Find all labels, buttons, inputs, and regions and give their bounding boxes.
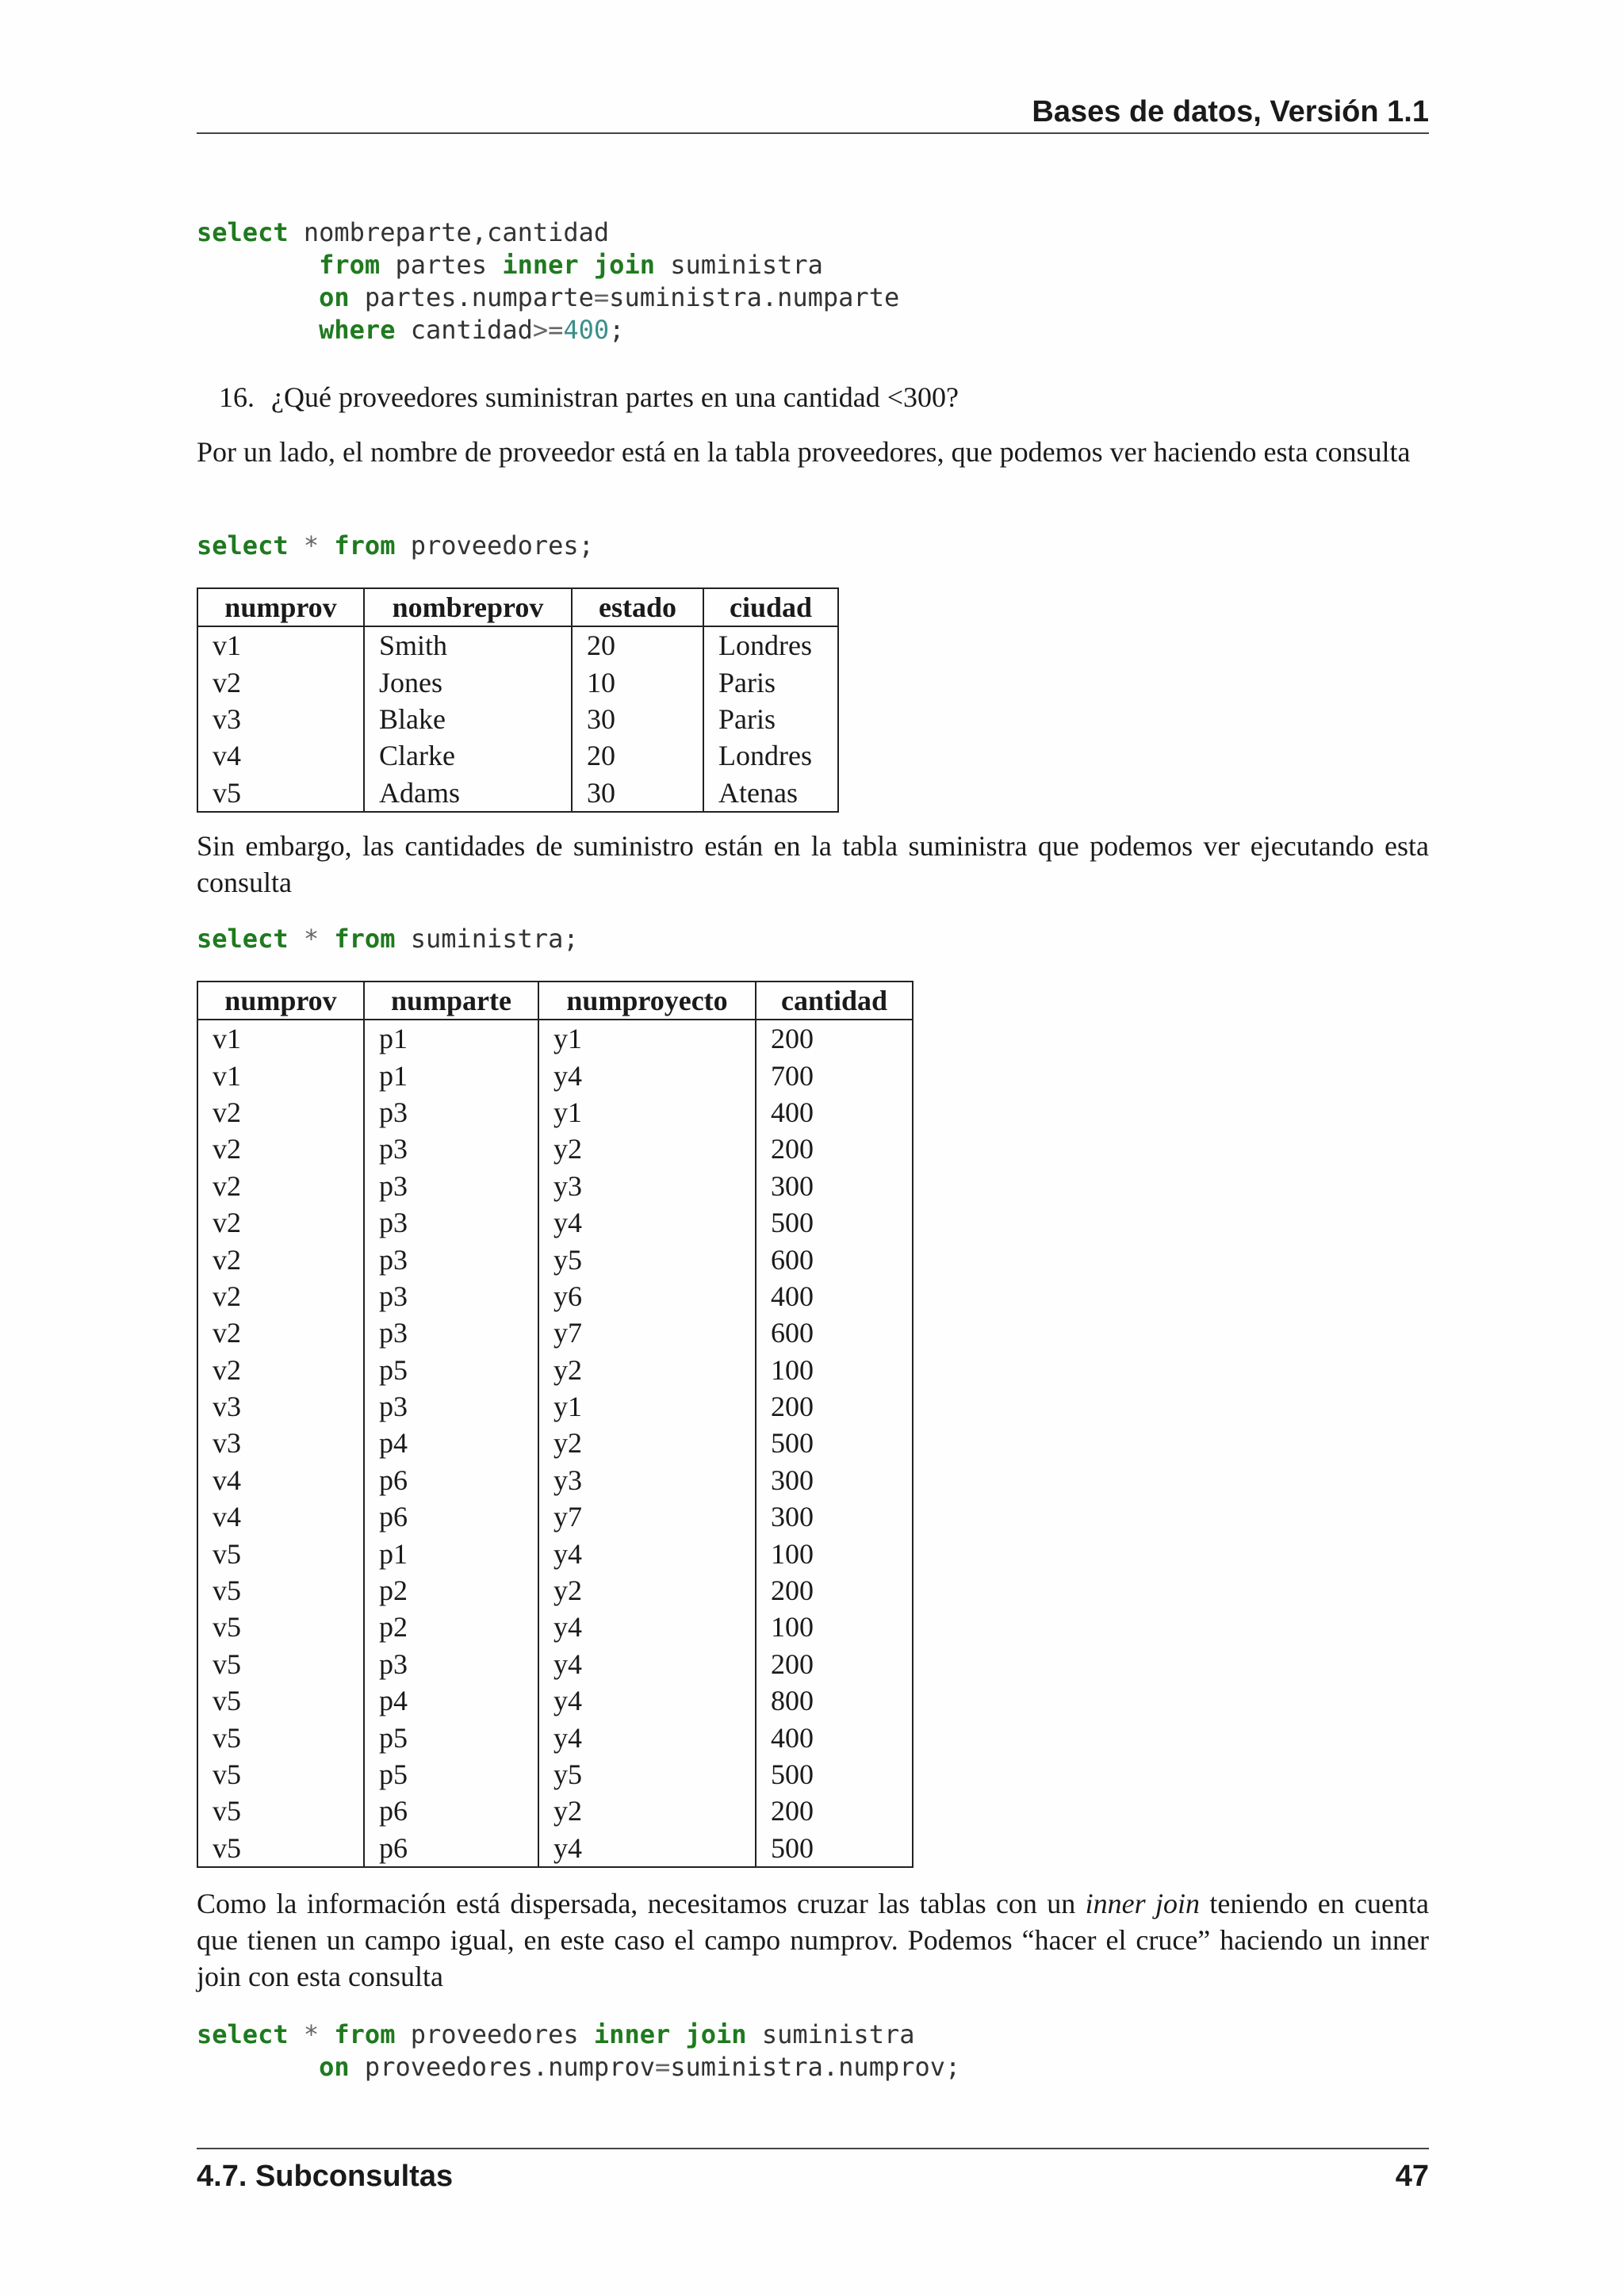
column-header: ciudad [703,588,838,626]
column-header: numprov [197,982,364,1020]
table-cell: v5 [213,1831,241,1864]
table-cell: 30 [572,701,703,737]
code-text: cantidad [395,315,533,345]
table-cell: 100 [756,1609,913,1645]
table-cell: p4 [364,1425,538,1461]
table-cell: y7 [538,1314,756,1351]
table-row [197,1462,913,1498]
table-row [197,1646,913,1682]
table-cell: p3 [364,1388,538,1425]
table-cell: 600 [756,1314,913,1351]
table-row [197,1388,913,1425]
table-cell: p1 [364,1057,538,1093]
paragraph-text: Como la información está dispersada, necesitamos cruzar las tablas con un [197,1888,1086,1919]
table-cell: v2 [213,1317,241,1349]
table-cell: 200 [756,1793,913,1829]
table-cell: v1 [213,1023,241,1055]
code-text: suministra [654,250,823,280]
paragraph-proveedores: Por un lado, el nombre de proveedor está en la tabla proveedores, que podemos ver haciendo esta consulta [197,436,1411,468]
keyword: select [197,530,289,561]
table-cell: Atenas [703,775,838,812]
code-select-proveedores [197,530,594,562]
keyword: on [319,282,350,312]
operator: = [593,282,610,312]
keyword: from [334,924,396,954]
table-row [197,1535,913,1571]
table-row [197,1793,913,1829]
code-text: partes.numparte [349,282,594,312]
code-block-inner-join [197,2019,960,2084]
table-cell: y1 [538,1094,756,1131]
table-cell: 300 [756,1462,913,1498]
table-row [197,1682,913,1719]
table-row [197,664,838,700]
table-cell: y4 [538,1830,756,1867]
table-cell: v2 [213,1353,241,1386]
code-select-suministra [197,923,579,955]
table-cell: p5 [364,1719,538,1755]
table-row [197,1131,913,1167]
keyword: select [197,2019,289,2049]
paragraph-suministra: Sin embargo, las cantidades de suministro están en la tabla suministra que podemos ver ejecutando esta consulta [197,830,1429,898]
code-text: nombreparte,cantidad [288,217,610,247]
table-header-row [197,982,913,1020]
table-cell: Paris [703,701,838,737]
table-cell: y5 [538,1756,756,1793]
operator: = [654,2052,671,2082]
emphasis: inner join [1085,1888,1201,1919]
table-cell: y2 [538,1131,756,1167]
code-text: partes [380,250,503,280]
table-cell: 500 [756,1425,913,1461]
table-cell: v3 [213,702,241,735]
table-cell: 400 [756,1094,913,1131]
table-cell: 300 [756,1498,913,1535]
table-cell: v2 [213,1280,241,1312]
column-header: numparte [364,982,538,1020]
table-cell: v4 [213,1464,241,1496]
running-header: Bases de datos, Versión 1.1 [1032,95,1429,128]
table-cell: 200 [756,1646,913,1682]
table-cell: v1 [213,629,241,662]
operator: * [288,530,335,561]
table-cell: 400 [756,1278,913,1314]
keyword: inner join [502,250,655,280]
table-cell: v2 [213,666,241,698]
proveedores-table [197,587,839,813]
table-cell: Londres [703,737,838,774]
table-cell: p6 [364,1830,538,1867]
table-cell: v2 [213,1096,241,1128]
table-cell: 400 [756,1719,913,1755]
table-cell: 500 [756,1204,913,1241]
table-cell: p4 [364,1682,538,1719]
table-cell: p2 [364,1572,538,1609]
table-cell: p3 [364,1131,538,1167]
table-row [197,775,838,812]
keyword: from [319,250,381,280]
table-cell: p3 [364,1204,538,1241]
table-cell: 600 [756,1241,913,1277]
table-cell: v3 [213,1391,241,1423]
table-cell: y4 [538,1646,756,1682]
table-cell: y4 [538,1719,756,1755]
table-row [197,1204,913,1241]
code-text: proveedores.numprov [349,2052,655,2082]
table-cell: v5 [213,1758,241,1790]
table-cell: 20 [572,737,703,774]
table-cell: v5 [213,776,241,809]
table-cell: v2 [213,1133,241,1165]
table-row [197,1168,913,1204]
operator: >= [532,315,564,345]
table-cell: p3 [364,1094,538,1131]
table-cell: 800 [756,1682,913,1719]
table-cell: y2 [538,1352,756,1388]
question-number: 16. [219,381,255,413]
column-header: cantidad [756,982,913,1020]
table-cell: v4 [213,1501,241,1533]
table-row [197,1756,913,1793]
table-cell: v1 [213,1059,241,1092]
table-cell: p3 [364,1278,538,1314]
table-cell: 700 [756,1057,913,1093]
table-cell: 100 [756,1352,913,1388]
table-cell: p5 [364,1352,538,1388]
table-cell: y3 [538,1168,756,1204]
table-cell: y3 [538,1462,756,1498]
column-header: numprov [197,588,364,626]
table-row [197,1719,913,1755]
table-cell: Smith [364,626,572,664]
table-cell: 500 [756,1756,913,1793]
footer-rule [197,2148,1429,2149]
operator: * [288,2019,335,2049]
table-cell: y4 [538,1535,756,1571]
column-header: estado [572,588,703,626]
table-row [197,1241,913,1277]
suministra-table [197,981,914,1868]
header-rule [197,132,1429,134]
operator: * [288,924,335,954]
table-row [197,1278,913,1314]
table-cell: p6 [364,1462,538,1498]
code-text: proveedores; [395,530,594,561]
table-row [197,1057,913,1093]
table-cell: y1 [538,1020,756,1057]
table-cell: v2 [213,1243,241,1276]
table-cell: p6 [364,1793,538,1829]
table-cell: y4 [538,1204,756,1241]
code-text: suministra.numparte [609,282,900,312]
table-row [197,737,838,774]
table-cell: 200 [756,1572,913,1609]
table-cell: v2 [213,1169,241,1202]
keyword: from [334,2019,396,2049]
table-cell: y5 [538,1241,756,1277]
table-cell: y4 [538,1682,756,1719]
code-text: proveedores [395,2019,594,2049]
table-cell: y2 [538,1572,756,1609]
table-cell: y2 [538,1793,756,1829]
table-cell: 100 [756,1535,913,1571]
code-text: suministra [746,2019,915,2049]
table-cell: p3 [364,1241,538,1277]
code-text: suministra; [395,924,579,954]
table-row [197,626,838,664]
table-cell: v2 [213,1207,241,1239]
table-cell: v5 [213,1575,241,1607]
question-item [219,379,959,415]
page-number: 47 [1395,2160,1429,2193]
table-cell: v5 [213,1537,241,1570]
table-cell: Blake [364,701,572,737]
table-cell: v5 [213,1721,241,1754]
table-cell: Londres [703,626,838,664]
table-cell: p2 [364,1609,538,1645]
keyword: where [319,315,396,345]
code-block-select-cantidad [197,216,899,346]
table-cell: p3 [364,1646,538,1682]
table-row [197,1830,913,1867]
column-header: nombreprov [364,588,572,626]
table-cell: y6 [538,1278,756,1314]
table-cell: v4 [213,740,241,772]
keyword: select [197,924,289,954]
table-cell: y4 [538,1609,756,1645]
table-row [197,1572,913,1609]
table-cell: p1 [364,1020,538,1057]
keyword: inner join [593,2019,747,2049]
table-cell: y1 [538,1388,756,1425]
paragraph-text: teniendo en cuenta que tienen un campo igual, en este caso el campo numprov. Podemos “hacer el cruce” haciendo un inner join con esta consulta [197,1888,1429,1992]
table-cell: v5 [213,1685,241,1717]
table-cell: Clarke [364,737,572,774]
footer-section: 4.7. Subconsultas [197,2160,454,2193]
code-text: suministra.numprov; [670,2052,961,2082]
table-cell: Jones [364,664,572,700]
table-cell: v5 [213,1795,241,1827]
table-row [197,1020,913,1057]
table-cell: p3 [364,1314,538,1351]
table-cell: y4 [538,1057,756,1093]
table-cell: 200 [756,1131,913,1167]
table-cell: v3 [213,1427,241,1460]
column-header: numproyecto [538,982,756,1020]
table-cell: Adams [364,775,572,812]
table-row [197,1609,913,1645]
table-header-row [197,588,838,626]
table-cell: Paris [703,664,838,700]
table-cell: v5 [213,1647,241,1680]
table-cell: p5 [364,1756,538,1793]
keyword: from [334,530,396,561]
code-text: ; [609,315,625,345]
number-literal: 400 [563,315,610,345]
table-row [197,1094,913,1131]
keyword: select [197,217,289,247]
table-cell: y7 [538,1498,756,1535]
table-cell: 500 [756,1830,913,1867]
table-cell: 10 [572,664,703,700]
table-row [197,1425,913,1461]
table-cell: p1 [364,1535,538,1571]
table-row [197,1352,913,1388]
table-cell: y2 [538,1425,756,1461]
table-cell: 20 [572,626,703,664]
table-cell: v5 [213,1611,241,1644]
table-cell: 30 [572,775,703,812]
table-cell: 200 [756,1020,913,1057]
table-row [197,1314,913,1351]
table-cell: p3 [364,1168,538,1204]
table-cell: 300 [756,1168,913,1204]
table-cell: p6 [364,1498,538,1535]
table-row [197,701,838,737]
question-text: ¿Qué proveedores suministran partes en una cantidad <300? [271,381,959,413]
paragraph-inner-join [197,1885,1429,1995]
table-cell: 200 [756,1388,913,1425]
keyword: on [319,2052,350,2082]
table-row [197,1498,913,1535]
